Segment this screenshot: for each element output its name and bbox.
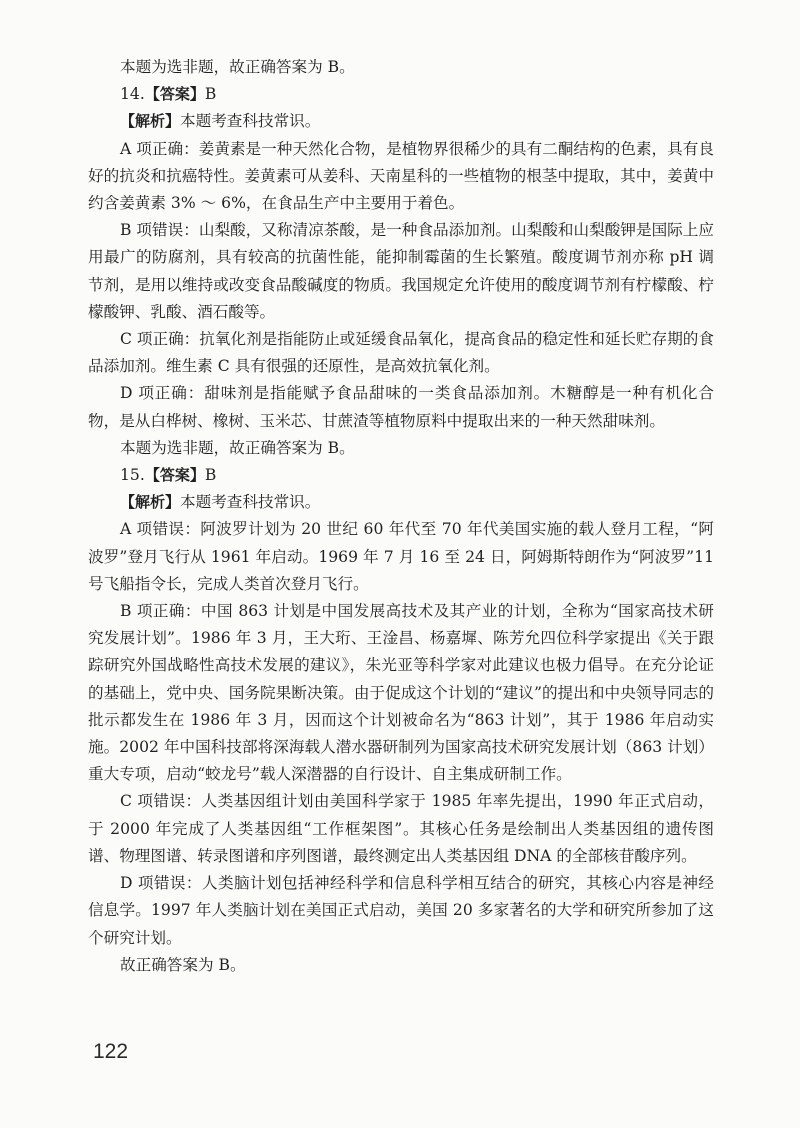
page-number: 122 bbox=[93, 1040, 129, 1063]
option-a-paragraph-15: A 项错误：阿波罗计划为 20 世纪 60 年代至 70 年代美国实施的载人登月工程，“阿波罗”登月飞行从 1961 年启动。1969 年 7 月 16 至 24 日，阿姆斯特朗作为“阿波罗”11 号飞船指令长，完成人类首次登月飞行。 bbox=[88, 520, 714, 593]
analysis-line-14 bbox=[88, 108, 714, 135]
question-number: 14. bbox=[120, 85, 145, 104]
answer-mark: 【答案】 bbox=[144, 85, 205, 104]
page-body bbox=[88, 54, 714, 979]
conclusion-paragraph: 本题为选非题，故正确答案为 B。 bbox=[120, 58, 355, 76]
answer-line-15 bbox=[88, 462, 714, 489]
answer-line-14 bbox=[88, 81, 714, 108]
question-number: 15. bbox=[120, 466, 145, 485]
option-d-paragraph-15: D 项错误：人类脑计划包括神经科学和信息科学相互结合的研究，其核心内容是神经信息学。1997 年人类脑计划在美国正式启动，美国 20 多家著名的大学和研究所参加了这个研究计划。 bbox=[88, 874, 714, 947]
option-d-paragraph-14: D 项正确：甜味剂是指能赋予食品甜味的一类食品添加剂。木糖醇是一种有机化合物，是从白桦树、橡树、玉米芯、甘蔗渣等植物原料中提取出来的一种天然甜味剂。 bbox=[88, 384, 714, 430]
analysis-line-15 bbox=[88, 489, 714, 516]
answer-value: B bbox=[204, 85, 217, 104]
conclusion-paragraph-14: 本题为选非题，故正确答案为 B。 bbox=[120, 438, 355, 457]
analysis-text: 本题考查科技常识。 bbox=[180, 493, 321, 512]
conclusion-paragraph-15: 故正确答案为 B。 bbox=[120, 955, 246, 974]
answer-mark: 【答案】 bbox=[144, 466, 205, 485]
analysis-mark: 【解析】 bbox=[120, 493, 181, 512]
answer-value: B bbox=[204, 466, 217, 485]
analysis-mark: 【解析】 bbox=[120, 112, 181, 131]
option-c-paragraph-15: C 项错误：人类基因组计划由美国科学家于 1985 年率先提出，1990 年正式启动，于 2000 年完成了人类基因组“工作框架图”。其核心任务是绘制出人类基因组的遗传图谱、物理图谱、转录图谱和序列图谱，最终测定出人类基因组 DNA 的全部核苷酸序列。 bbox=[88, 792, 714, 865]
analysis-text: 本题考查科技常识。 bbox=[180, 112, 321, 131]
option-b-paragraph-14: B 项错误：山梨酸，又称清凉茶酸，是一种食品添加剂。山梨酸和山梨酸钾是国际上应用最广的防腐剂，具有较高的抗菌性能，能抑制霉菌的生长繁殖。酸度调节剂亦称 pH 调节剂，是用以维持或改变食品酸碱度的物质。我国规定允许使用的酸度调节剂有柠檬酸、柠檬酸钾、乳酸、酒石酸等。 bbox=[88, 221, 714, 321]
option-b-paragraph-15: B 项正确：中国 863 计划是中国发展高技术及其产业的计划，全称为“国家高技术研究发展计划”。1986 年 3 月，王大珩、王淦昌、杨嘉墀、陈芳允四位科学家提出《关于跟踪研究外国战略性高技术发展的建议》，朱光亚等科学家对此建议也极力倡导。在充分论证的基础上，党中央、国务院果断决策。由于促成这个计划的“建议”的提出和中央领导同志的批示都发生在 1986 年 3 月，因而这个计划被命名为“863 计划”，其于 1986 年启动实施。2002 年中国科技部将深海载人潜水器研制列为国家高技术研究发展计划（863 计划）重大专项，启动“蛟龙号”载人深潜器的自行设计、自主集成研制工作。 bbox=[88, 602, 714, 784]
option-a-paragraph-14: A 项正确：姜黄素是一种天然化合物，是植物界很稀少的具有二酮结构的色素，具有良好的抗炎和抗癌特性。姜黄素可从姜科、天南星科的一些植物的根茎中提取，其中，姜黄中约含姜黄素 3% ～ 6%，在食品生产中主要用于着色。 bbox=[88, 139, 714, 213]
option-c-paragraph-14: C 项正确：抗氧化剂是指能防止或延缓食品氧化，提高食品的稳定性和延长贮存期的食品添加剂。维生素 C 具有很强的还原性，是高效抗氧化剂。 bbox=[88, 330, 714, 376]
